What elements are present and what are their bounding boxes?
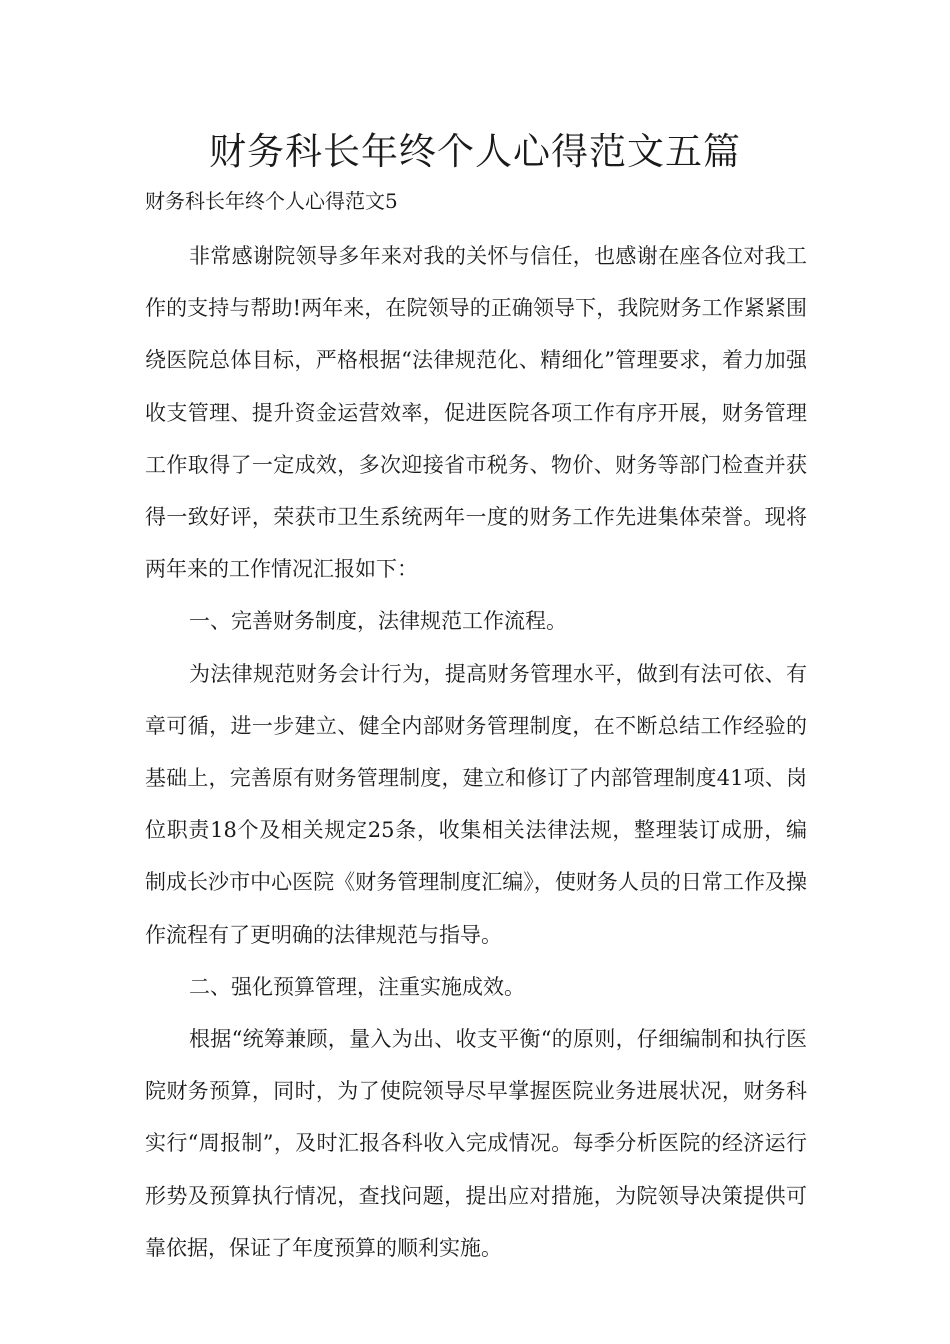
document-subtitle: 财务科长年终个人心得范文5: [145, 189, 398, 213]
paragraph-intro: 非常感谢院领导多年来对我的关怀与信任，也感谢在座各位对我工作的支持与帮助!两年来，在院领导的正确领导下，我院财务工作紧紧围绕医院总体目标，严格根据“法律规范化、精细化”管理要求，着力加强收支管理、提升资金运营效率，促进医院各项工作有序开展，财务管理工作取得了一定成效，多次迎接省市税务、物价、财务等部门检查并获得一致好评，荣获市卫生系统两年一度的财务工作先进集体荣誉。现将两年来的工作情况汇报如下：: [145, 244, 807, 582]
paragraph-section-2: 根据“统筹兼顾，量入为出、收支平衡“的原则，仔细编制和执行医院财务预算，同时，为了使院领导尽早掌握医院业务进展状况，财务科实行“周报制”，及时汇报各科收入完成情况。每季分析医院的经济运行形势及预算执行情况，查找问题，提出应对措施，为院领导决策提供可靠依据，保证了年度预算的顺利实施。: [145, 1027, 807, 1260]
paragraph-section-1: 为法律规范财务会计行为，提高财务管理水平，做到有法可依、有章可循，进一步建立、健全内部财务管理制度，在不断总结工作经验的基础上，完善原有财务管理制度，建立和修订了内部管理制度41项、岗位职责18个及相关规定25条，收集相关法律法规，整理装订成册，编制成长沙市中心医院《财务管理制度汇编》，使财务人员的日常工作及操作流程有了更明确的法律规范与指导。: [145, 661, 807, 947]
section-heading-1: 一、完善财务制度，法律规范工作流程。: [189, 609, 567, 634]
section-heading-2: 二、强化预算管理，注重实施成效。: [189, 974, 525, 999]
document-title: 财务科长年终个人心得范文五篇: [209, 130, 741, 173]
document-body: [145, 230, 807, 1274]
